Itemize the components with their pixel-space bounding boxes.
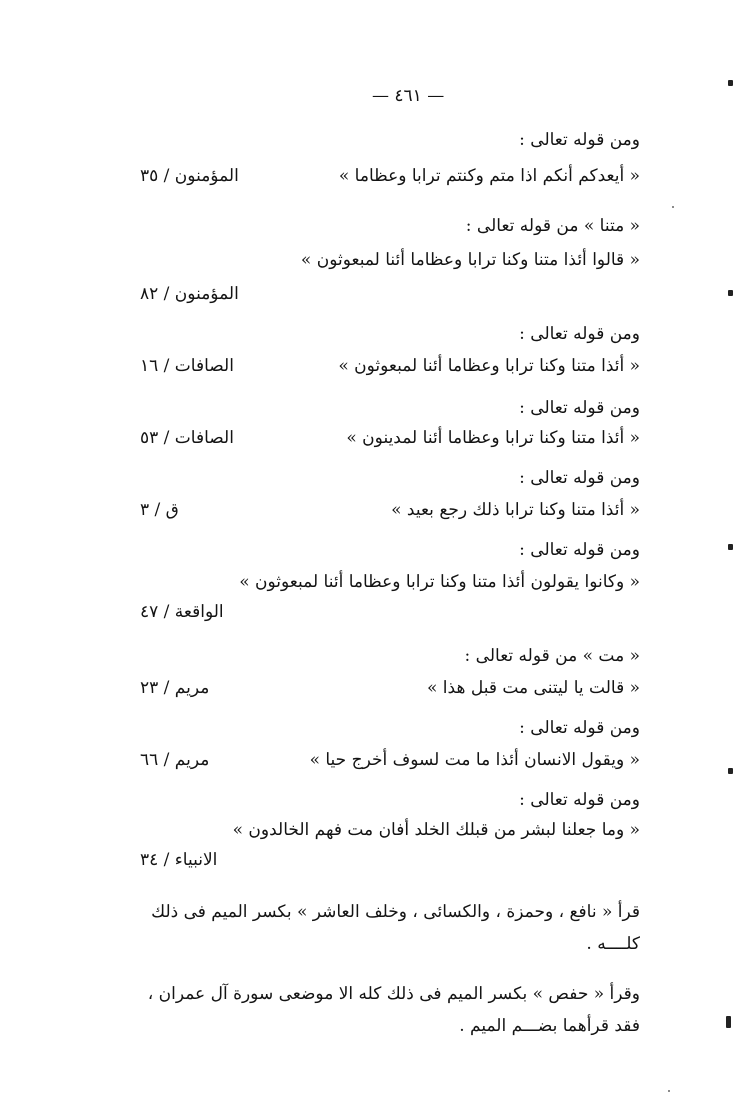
verse-line: « قالوا أئذا متنا وكنا ترابا وعظاما أئنا لمبعوثون »	[300, 250, 640, 270]
scan-mark	[728, 544, 733, 550]
verse-reference: الانبياء / ٣٤	[140, 850, 218, 870]
verse-reference: المؤمنون / ٣٥	[140, 166, 239, 186]
paragraph-line: كلــــه .	[586, 934, 640, 954]
scan-mark	[728, 768, 733, 774]
verse-line: « أيعدكم أنكم اذا متم وكنتم ترابا وعظاما »	[338, 166, 640, 186]
verse-line: « وما جعلنا لبشر من قبلك الخلد أفان مت فهم الخالدون »	[232, 820, 640, 840]
page-number-header: — ٤٦١ —	[372, 86, 445, 106]
verse-reference: مريم / ٢٣	[140, 678, 210, 698]
intro-line: ومن قوله تعالى :	[519, 790, 640, 810]
intro-line: ومن قوله تعالى :	[519, 718, 640, 738]
verse-reference: الصافات / ١٦	[140, 356, 234, 376]
paragraph-line: وقرأ « حفص » بكسر الميم فى ذلك كله الا موضعى سورة آل عمران ،	[147, 984, 640, 1004]
scan-mark	[728, 80, 733, 86]
verse-reference: الصافات / ٥٣	[140, 428, 234, 448]
verse-reference: المؤمنون / ٨٢	[140, 284, 239, 304]
intro-line: ومن قوله تعالى :	[519, 398, 640, 418]
verse-reference: الواقعة / ٤٧	[140, 602, 224, 622]
intro-line: ومن قوله تعالى :	[519, 468, 640, 488]
intro-line: ومن قوله تعالى :	[519, 130, 640, 150]
intro-line: « متنا » من قوله تعالى :	[465, 216, 640, 236]
paragraph-line: قرأ « نافع ، وحمزة ، والكسائى ، وخلف العاشر » بكسر الميم فى ذلك	[151, 902, 640, 922]
verse-line: « ويقول الانسان أئذا ما مت لسوف أخرج حيا »	[309, 750, 640, 770]
verse-line: « أئذا متنا وكنا ترابا وعظاما أئنا لمبعوثون »	[338, 356, 640, 376]
intro-line: « مت » من قوله تعالى :	[464, 646, 640, 666]
scan-mark	[728, 290, 733, 296]
scan-mark	[726, 1016, 731, 1028]
intro-line: ومن قوله تعالى :	[519, 540, 640, 560]
verse-line: « قالت يا ليتنى مت قبل هذا »	[427, 678, 640, 698]
verse-reference: مريم / ٦٦	[140, 750, 210, 770]
verse-line: « وكانوا يقولون أئذا متنا وكنا ترابا وعظاما أئنا لمبعوثون »	[239, 572, 640, 592]
scan-speck	[672, 206, 674, 208]
verse-line: « أئذا متنا وكنا ترابا ذلك رجع بعيد »	[391, 500, 640, 520]
intro-line: ومن قوله تعالى :	[519, 324, 640, 344]
scan-speck	[668, 1090, 670, 1092]
paragraph-line: فقد قرأهما بضـــم الميم .	[459, 1016, 640, 1036]
verse-reference: ق / ٣	[140, 500, 179, 520]
verse-line: « أئذا متنا وكنا ترابا وعظاما أئنا لمدينون »	[346, 428, 640, 448]
